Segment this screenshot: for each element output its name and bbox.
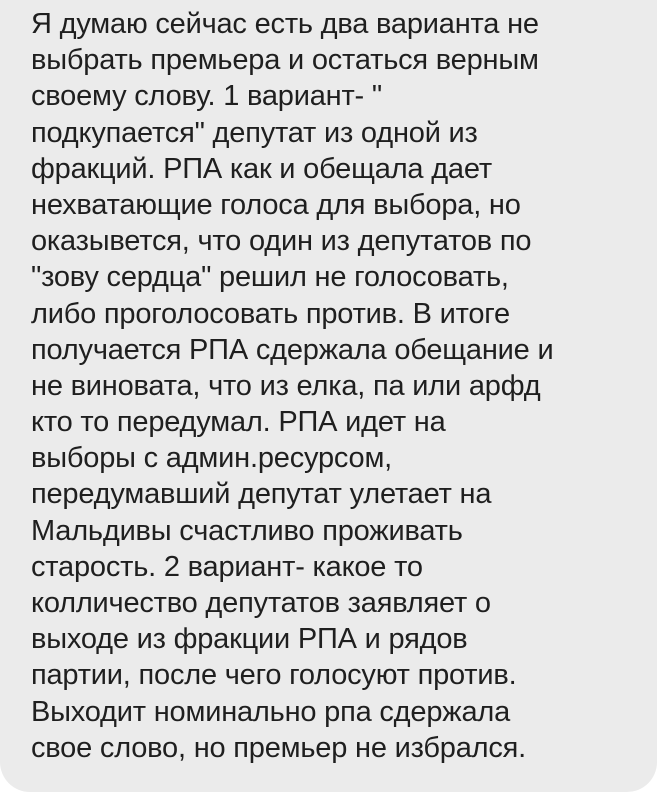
message-line: партии, после чего голосуют против. — [31, 659, 517, 692]
message-line: подкупается" депутат из одной из — [31, 116, 478, 149]
message-line: свое слово, но премьер не избрался. — [31, 731, 527, 764]
message-line: кто то передумал. РПА идет на — [31, 406, 446, 439]
message-line: не виновата, что из елка, па или арфд — [31, 369, 541, 402]
message-line: выборы с админ.ресурсом, — [31, 442, 393, 475]
message-text — [31, 6, 646, 766]
message-line: "зову сердца" решил не голосовать, — [31, 261, 509, 294]
message-line: нехватающие голоса для выбора, но — [31, 188, 521, 221]
message-line: выходе из фракции РПА и рядов — [31, 623, 468, 656]
message-line: своему слову. 1 вариант- " — [31, 80, 382, 113]
message-line: выбрать премьера и остаться верным — [31, 44, 539, 77]
message-line: передумавший депутат улетает на — [31, 478, 492, 511]
message-line: либо проголосовать против. В итоге — [31, 297, 510, 330]
message-line: фракций. РПА как и обещала дает — [31, 152, 492, 185]
message-line: оказывется, что один из депутатов по — [31, 225, 532, 258]
message-line: Я думаю сейчас есть два варианта не — [31, 8, 539, 40]
message-line: Выходит номинально рпа сдержала — [31, 695, 511, 728]
message-line: старость. 2 вариант- какое то — [31, 550, 423, 583]
message-line: получается РПА сдержала обещание и — [31, 333, 554, 366]
message-line: Мальдивы счастливо проживать — [31, 514, 463, 547]
message-line: колличество депутатов заявляет о — [31, 587, 491, 619]
